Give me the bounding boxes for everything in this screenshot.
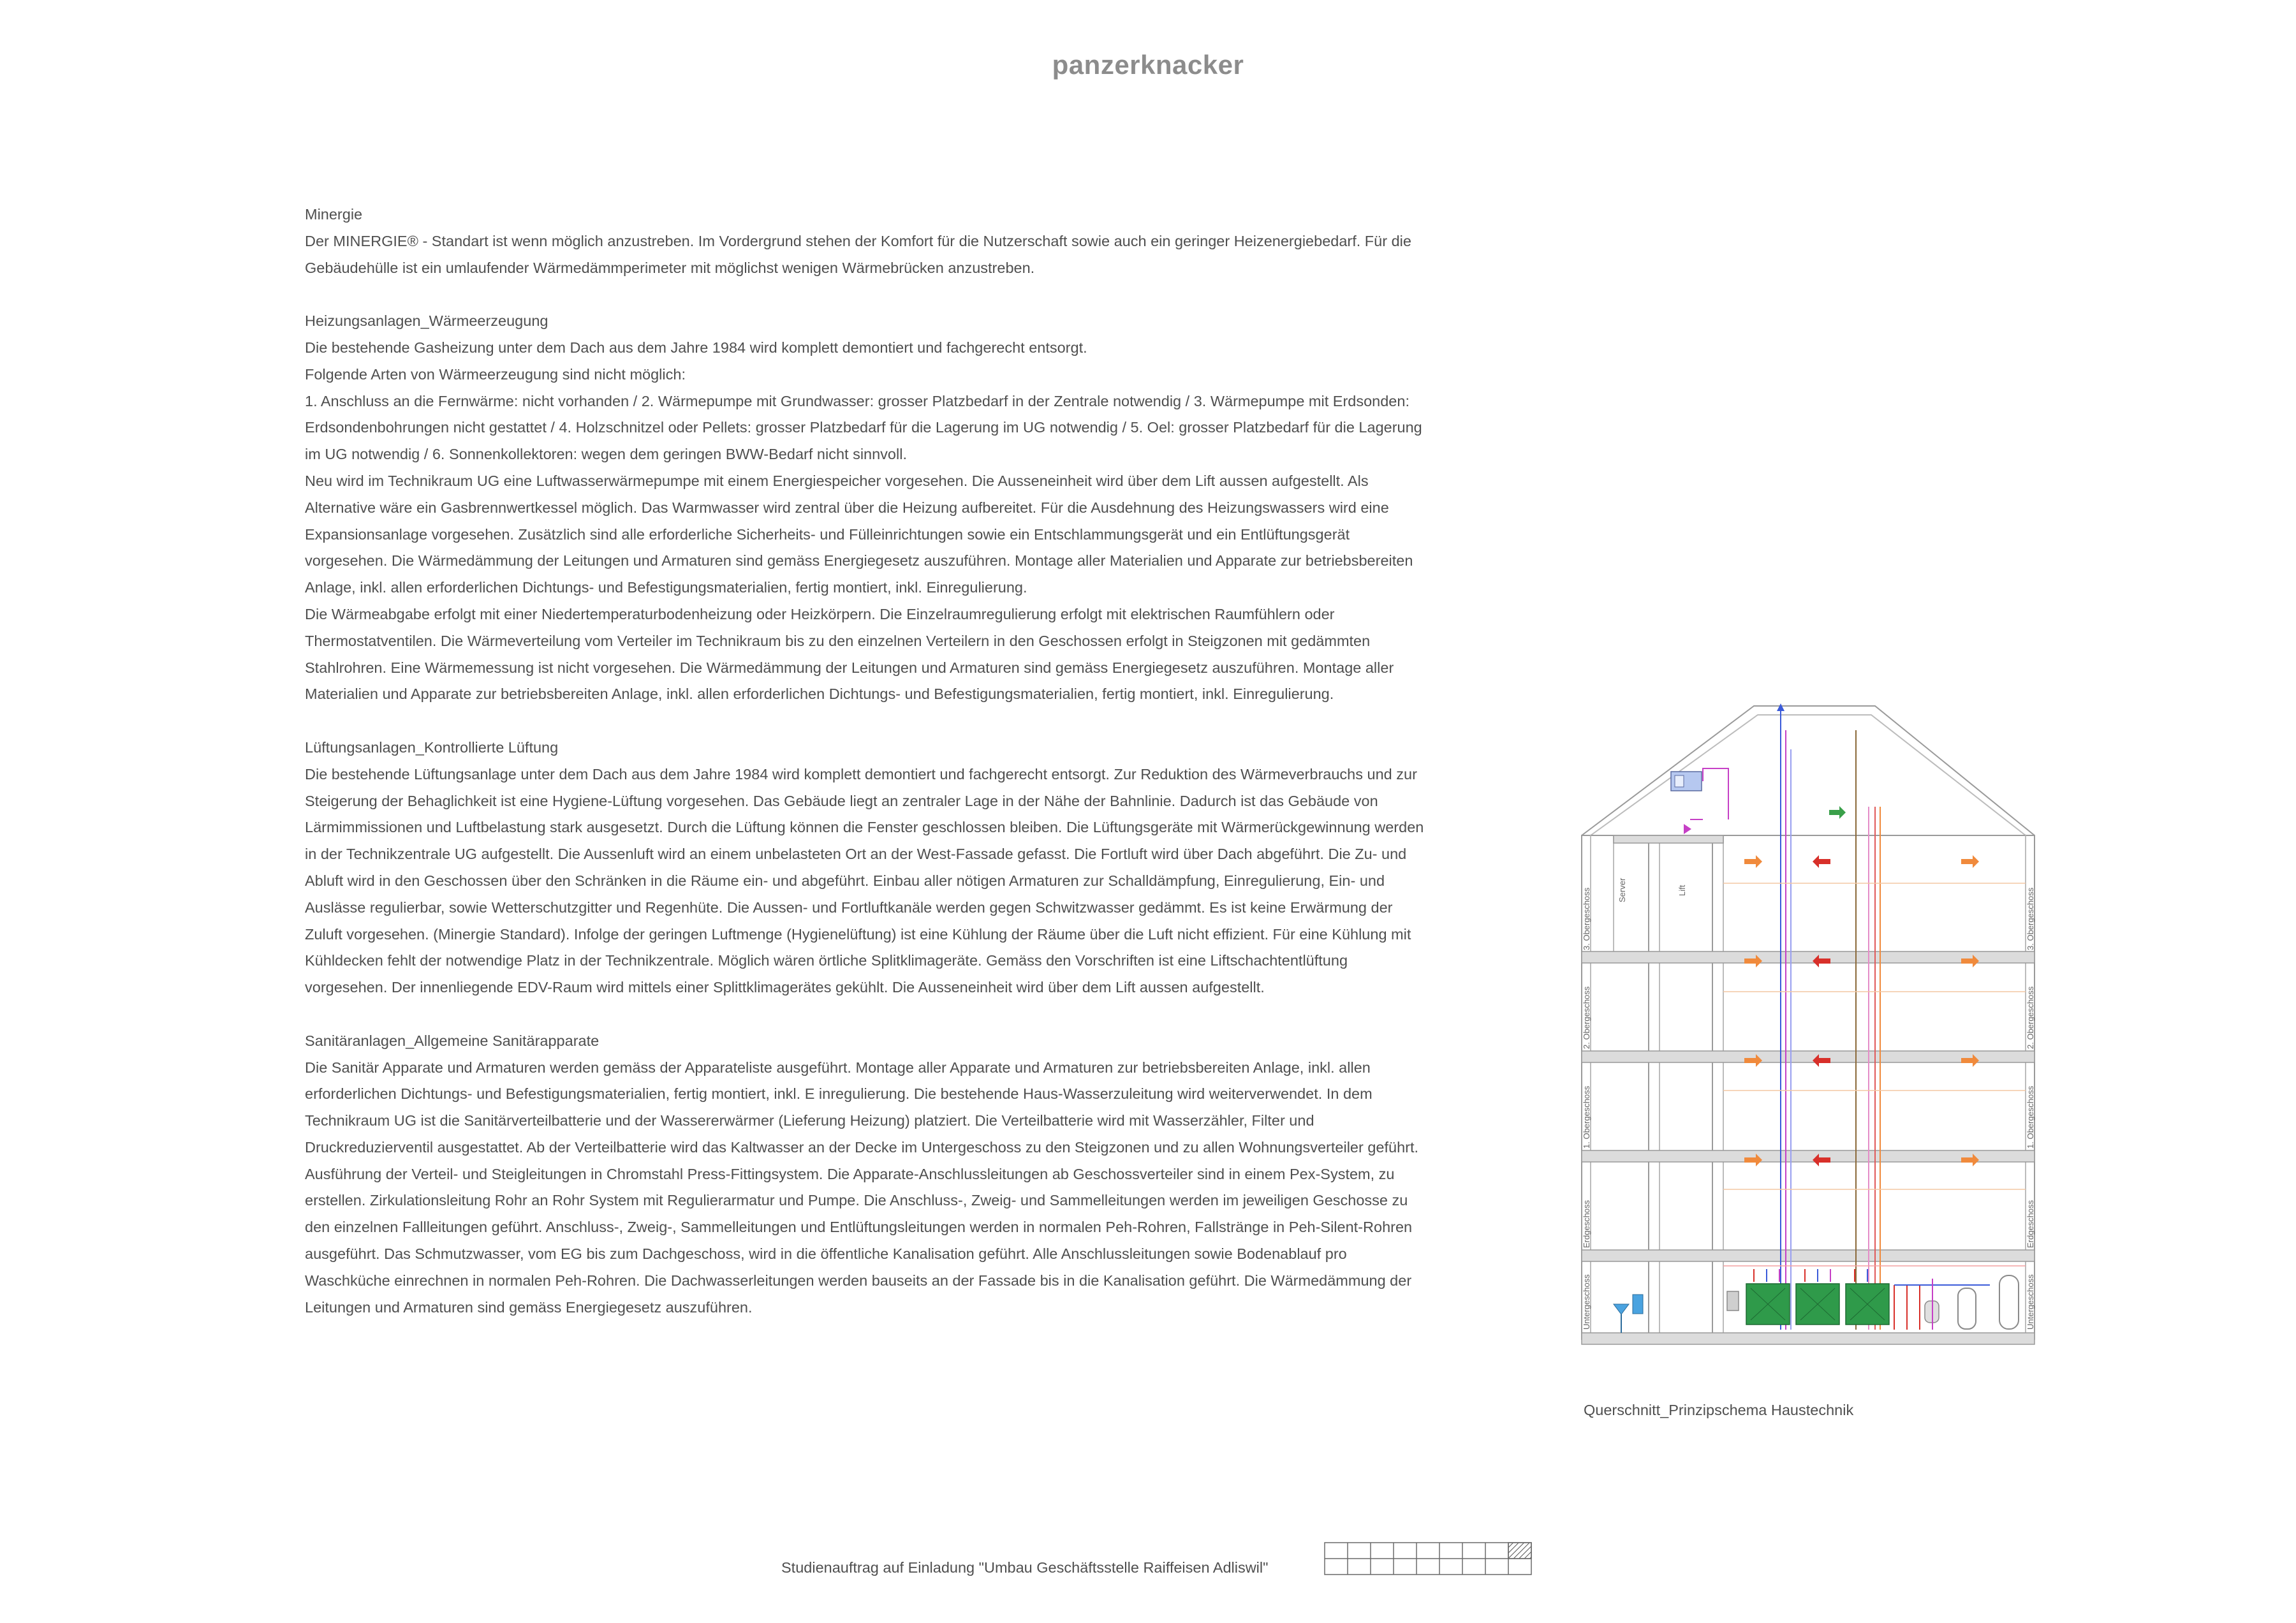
paragraph: Die Wärmeabgabe erfolgt mit einer Niedertemperaturbodenheizung oder Heizkörpern. Die Einzelraumregulierung erfolgt mit elektrischen Raumfühlern oder Thermostatventilen. Die Wärmeverteilung vom Verteiler im Technikraum bis zu den einzelnen Verteilern in den Geschossen erfolgt in Steigzonen mit gedämmten Stahlrohren. Eine Wärmemessung ist nicht vorgesehen. Die Wärmedämmung der Leitungen und Armaturen sind gemäss Energiegesetz auszuführen. Montage aller Materialien und Apparate zur betriebsbereiten Anlage, inkl. allen erforderlichen Dichtungs- und Befestigungsmaterialien, fertig montiert, inkl. Einregulierung. [305, 605, 1394, 703]
slab-roof-left [1614, 835, 1723, 843]
paragraph: Die bestehende Lüftungsanlage unter dem Dach aus dem Jahre 1984 wird komplett demontiert und fachgerecht entsorgt. Zur Reduktion des Wärmeverbrauchs und zur Steigerung der Behaglichkeit ist eine Hygiene-Lüftung vorgesehen. Das Gebäude liegt an zentraler Lage in der Nähe der Bahnlinie. Dadurch ist das Gebäude von Lärmimmissionen und Luftbelastung stark ausgesetzt. Durch die Lüftung können die Fenster geschlossen bleiben. Die Lüftungsgeräte mit Wärmerückgewinnung werden in der Technikzentrale UG aufgestellt. Die Aussenluft wird an einem unbelasteten Ort an der West-Fassade gefasst. Die Fortluft wird über Dach abgeführt. Die Zu- und Abluft wird in den Geschossen über den Schränken in die Räume ein- und abgeführt. Einbau aller nötigen Armaturen zur Schalldämpfung, Einregulierung, Ein- und Auslässe regulierbar, sowie Wetterschutzgitter und Regenhüte. Die Aussen- und Fortluftkanäle werden gegen Schwitzwasser gedämmt. Es ist keine Erwärmung der Zuluft vorgesehen. (Minergie Standard). Infolge der geringen Luftmenge (Hygienelüftung) ist eine Kühlung der Räume über die Luft nicht effizient. Für eine Kühlung mit Kühldecken fehlt der notwendige Platz in der Technikzentrale. Möglich wären örtliche Splitklimageräte. Gemäss den Vorschriften ist eine Liftschachtentlüftung vorgesehen. Der innenliegende EDV-Raum wird mittels einer Splittklimagerätes gekühlt. Die Ausseneinheit wird über dem Lift aussen aufgestellt. [305, 765, 1424, 996]
storage-tank [1958, 1288, 1976, 1329]
room-label-server: Server [1617, 878, 1627, 902]
floor-label-left: Untergeschoss [1582, 1274, 1591, 1330]
water-heater [1999, 1275, 2019, 1329]
description-text [305, 202, 1427, 1348]
fresh-air-arrow [1829, 806, 1846, 819]
plan-index-grid [1324, 1542, 1532, 1575]
paragraph: Die Sanitär Apparate und Armaturen werden gemäss der Apparateliste ausgeführt. Montage aller Apparate und Armaturen zur betriebsbereiten Anlage, inkl. allen erforderlichen Dichtungs- und Befestigungsmaterialien, fertig montiert, inkl. E inregulierung. Die bestehende Haus-Wasserzuleitung wird weiterverwendet. In dem Technikraum UG ist die Sanitärverteilbatterie und der Wassererwärmer (Lieferung Heizung) platziert. Die Verteilbatterie wird mit Wasserzähler, Filter und Druckreduzierventil ausgestattet. Ab der Verteilbatterie wird das Kaltwasser an der Decke im Untergeschoss zu den Steigzonen und zu allen Wohnungsverteiler geführt. Ausführung der Verteil- und Steigleitungen in Chromstahl Press-Fittingsystem. Die Apparate-Anschlussleitungen ab Geschossverteiler sind in einem Pex-System, zu erstellen. Zirkulationsleitung Rohr an Rohr System mit Regulierarmatur und Pumpe. Die Anschluss-, Zweig- und Sammelleitungen werden im jeweiligen Geschosse zu den einzelnen Fallleitungen geführt. Anschluss-, Zweig-, Sammelleitungen und Entlüftungsleitungen werden in normalen Peh-Rohren, Fallstränge in Peh-Silent-Rohren ausgeführt. Das Schmutzwasser, vom EG bis zum Dachgeschoss, wird in die öffentliche Kanalisation geführt. Alle Anschlussleitungen sowie Bodenablauf pro Waschküche einrechnen in normalen Peh-Rohren. Die Dachwasserleitungen werden bauseits an der Fassade bis in die Kanalisation geführt. Die Wärmedämmung der Leitungen und Armaturen sind gemäss Energiegesetz auszuführen. [305, 1059, 1419, 1316]
floor-label-right: 1. Obergeschoss [2026, 1085, 2035, 1149]
footer-title: Studienauftrag auf Einladung "Umbau Geschäftsstelle Raiffeisen Adliswil" [781, 1559, 1269, 1576]
floor-label-right: 3. Obergeschoss [2026, 887, 2035, 950]
floor-label-right: 2. Obergeschoss [2026, 986, 2035, 1049]
section-sanitaer [305, 1028, 1427, 1321]
paragraph: Die bestehende Gasheizung unter dem Dach aus dem Jahre 1984 wird komplett demontiert und fachgerecht entsorgt. [305, 339, 1087, 356]
diagram-caption: Querschnitt_Prinzipschema Haustechnik [1584, 1402, 1854, 1418]
paragraph: Folgende Arten von Wärmeerzeugung sind nicht möglich: [305, 365, 686, 383]
room-label-lift: Lift [1677, 885, 1687, 896]
brand-title: panzerknacker [1052, 50, 1244, 80]
roof-outline [1582, 706, 2035, 835]
current-plan-marker [1508, 1543, 1531, 1559]
intake-arrow [1684, 824, 1691, 834]
water-meter [1633, 1295, 1643, 1314]
floor-label-left: Erdgeschoss [1582, 1200, 1591, 1248]
section-title: Lüftungsanlagen_Kontrollierte Lüftung [305, 738, 559, 756]
outer-wall [1582, 835, 2035, 1339]
slab-eg [1582, 1250, 2035, 1261]
section-title: Minergie [305, 206, 363, 223]
section-title: Sanitäranlagen_Allgemeine Sanitärapparate [305, 1032, 600, 1049]
paragraph: 1. Anschluss an die Fernwärme: nicht vorhanden / 2. Wärmepumpe mit Grundwasser: grosser Platzbedarf in der Zentrale notwendig / 3. Wärmepumpe mit Erdsonden: Erdsondenbohrungen nicht gestattet / 4. Holzschnitzel oder Pellets: grosser Platzbedarf für die Lagerung im UG notwendig / 5. Oel: grosser Platzbedarf für die Lagerung im UG notwendig / 6. Sonnenkollektoren: wegen dem geringen BWW-Bedarf nicht sinnvoll. [305, 392, 1422, 463]
section-title: Heizungsanlagen_Wärmeerzeugung [305, 312, 548, 330]
basement-devices [1614, 1275, 2019, 1333]
filter-funnel [1614, 1304, 1629, 1314]
floor-label-left: 3. Obergeschoss [1582, 887, 1591, 950]
section-heizung [305, 308, 1427, 708]
floor-label-right: Untergeschoss [2026, 1274, 2035, 1330]
building-section-diagram [1575, 692, 2047, 1355]
floor-label-left: 2. Obergeschoss [1582, 986, 1591, 1049]
exit-air-arrow [1777, 703, 1785, 711]
floor-label-left: 1. Obergeschoss [1582, 1085, 1591, 1149]
paragraph: Neu wird im Technikraum UG eine Luftwasserwärmepumpe mit einem Energiespeicher vorgesehen. Die Ausseneinheit wird über dem Lift aussen aufgestellt. Als Alternative wäre ein Gasbrennwertkessel möglich. Das Warmwasser wird zentral über die Heizung aufbereitet. Für die Ausdehnung des Heizungswassers wird eine Expansionsanlage vorgesehen. Zusätzlich sind alle erforderliche Sicherheits- und Fülleinrichtungen sowie ein Entschlammungsgerät und ein Entlüftungsgerät vorgesehen. Die Wärmedämmung der Leitungen und Armaturen sind gemäss Energiegesetz auszuführen. Montage aller Materialien und Apparate zur betriebsbereiten Anlage, inkl. allen erforderlichen Dichtungs- und Befestigungsmaterialien, fertig montiert, inkl. Einregulierung. [305, 472, 1413, 596]
building-section-svg [1575, 692, 2047, 1355]
section-minergie [305, 202, 1427, 281]
floor-label-right: Erdgeschoss [2026, 1200, 2035, 1248]
control-box [1727, 1291, 1739, 1311]
slab-ug [1582, 1333, 2035, 1344]
plan-index-svg [1324, 1542, 1532, 1575]
section-lueftung [305, 735, 1427, 1001]
paragraph: Der MINERGIE® - Standart ist wenn möglich anzustreben. Im Vordergrund stehen der Komfort für die Nutzerschaft sowie auch ein geringer Heizenergiebedarf. Für die Gebäudehülle ist ein umlaufender Wärmedämmperimeter mit möglichst wenigen Wärmebrücken anzustreben. [305, 232, 1411, 276]
